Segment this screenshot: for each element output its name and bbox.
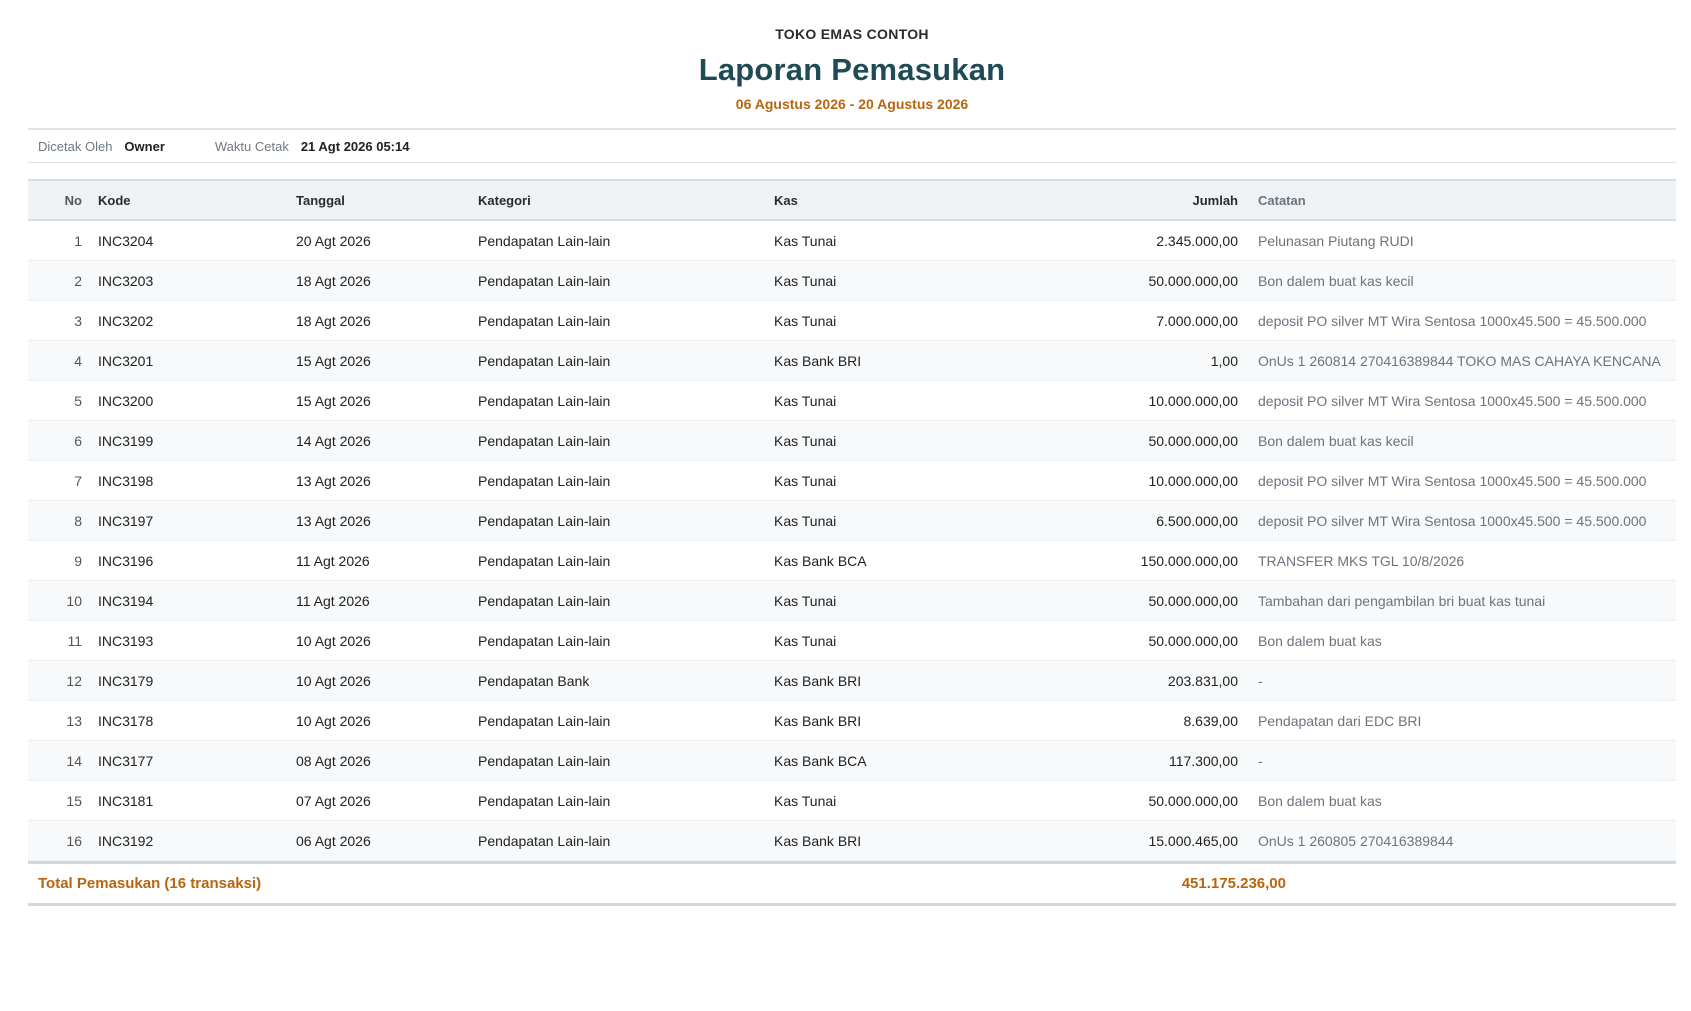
cell-kode: INC3193 xyxy=(90,621,288,661)
cell-tanggal: 11 Agt 2026 xyxy=(288,581,470,621)
cell-kategori: Pendapatan Lain-lain xyxy=(470,501,766,541)
total-amount: 451.175.236,00 xyxy=(1181,875,1286,892)
print-time-label: Waktu Cetak xyxy=(214,138,289,154)
cell-kas: Kas Tunai xyxy=(766,621,990,661)
cell-kode: INC3177 xyxy=(90,741,288,781)
cell-kode: INC3203 xyxy=(90,261,288,301)
table-body xyxy=(28,220,1676,861)
cell-kategori: Pendapatan Lain-lain xyxy=(470,261,766,301)
cell-tanggal: 07 Agt 2026 xyxy=(288,781,470,821)
cell-jumlah: 8.639,00 xyxy=(990,701,1248,741)
cell-catatan: Bon dalem buat kas kecil xyxy=(1248,421,1676,461)
report-period: 06 Agustus 2026 - 20 Agustus 2026 xyxy=(735,96,969,112)
table-row xyxy=(28,381,1676,421)
table-row xyxy=(28,701,1676,741)
income-table xyxy=(28,179,1676,861)
print-time-value: 21 Agt 2026 05:14 xyxy=(300,138,410,154)
cell-kategori: Pendapatan Lain-lain xyxy=(470,421,766,461)
cell-kas: Kas Tunai xyxy=(766,781,990,821)
cell-no: 5 xyxy=(28,381,90,421)
company-name: TOKO EMAS CONTOH xyxy=(775,26,929,42)
cell-kas: Kas Tunai xyxy=(766,220,990,261)
cell-jumlah: 1,00 xyxy=(990,341,1248,381)
cell-catatan: Bon dalem buat kas xyxy=(1248,781,1676,821)
cell-tanggal: 06 Agt 2026 xyxy=(288,821,470,861)
header-kode: Kode xyxy=(98,192,131,208)
cell-tanggal: 20 Agt 2026 xyxy=(288,220,470,261)
cell-tanggal: 11 Agt 2026 xyxy=(288,541,470,581)
cell-kategori: Pendapatan Lain-lain xyxy=(470,821,766,861)
cell-kode: INC3200 xyxy=(90,381,288,421)
cell-kas: Kas Tunai xyxy=(766,461,990,501)
cell-no: 7 xyxy=(28,461,90,501)
header-kas: Kas xyxy=(774,192,798,208)
cell-jumlah: 50.000.000,00 xyxy=(990,581,1248,621)
cell-tanggal: 10 Agt 2026 xyxy=(288,621,470,661)
table-row xyxy=(28,741,1676,781)
cell-catatan: - xyxy=(1248,661,1676,701)
cell-kategori: Pendapatan Lain-lain xyxy=(470,621,766,661)
cell-kategori: Pendapatan Lain-lain xyxy=(470,781,766,821)
cell-catatan: Pelunasan Piutang RUDI xyxy=(1248,220,1676,261)
cell-tanggal: 15 Agt 2026 xyxy=(288,341,470,381)
header-no: No xyxy=(64,192,82,208)
printed-by-value: Owner xyxy=(124,138,165,154)
cell-no: 3 xyxy=(28,301,90,341)
cell-tanggal: 08 Agt 2026 xyxy=(288,741,470,781)
cell-kode: INC3199 xyxy=(90,421,288,461)
cell-tanggal: 18 Agt 2026 xyxy=(288,301,470,341)
table-row xyxy=(28,821,1676,861)
cell-kode: INC3194 xyxy=(90,581,288,621)
cell-tanggal: 10 Agt 2026 xyxy=(288,661,470,701)
cell-catatan: Bon dalem buat kas xyxy=(1248,621,1676,661)
total-bar xyxy=(28,861,1676,906)
table-header-row xyxy=(28,180,1676,220)
cell-tanggal: 14 Agt 2026 xyxy=(288,421,470,461)
cell-jumlah: 50.000.000,00 xyxy=(990,421,1248,461)
header-jumlah: Jumlah xyxy=(1192,192,1238,208)
cell-no: 4 xyxy=(28,341,90,381)
table-row xyxy=(28,461,1676,501)
cell-catatan: Pendapatan dari EDC BRI xyxy=(1248,701,1676,741)
cell-kas: Kas Tunai xyxy=(766,421,990,461)
cell-no: 10 xyxy=(28,581,90,621)
cell-kas: Kas Bank BRI xyxy=(766,661,990,701)
cell-no: 14 xyxy=(28,741,90,781)
cell-kategori: Pendapatan Bank xyxy=(470,661,766,701)
table-row xyxy=(28,501,1676,541)
cell-kas: Kas Bank BRI xyxy=(766,821,990,861)
report-header xyxy=(28,0,1676,112)
cell-catatan: Bon dalem buat kas kecil xyxy=(1248,261,1676,301)
cell-kategori: Pendapatan Lain-lain xyxy=(470,541,766,581)
cell-kategori: Pendapatan Lain-lain xyxy=(470,581,766,621)
cell-jumlah: 10.000.000,00 xyxy=(990,461,1248,501)
cell-kas: Kas Bank BRI xyxy=(766,701,990,741)
cell-catatan: deposit PO silver MT Wira Sentosa 1000x45.500 = 45.500.000 xyxy=(1248,301,1676,341)
table-row xyxy=(28,220,1676,261)
table-row xyxy=(28,661,1676,701)
cell-jumlah: 6.500.000,00 xyxy=(990,501,1248,541)
cell-jumlah: 2.345.000,00 xyxy=(990,220,1248,261)
header-catatan: Catatan xyxy=(1258,192,1306,208)
cell-jumlah: 117.300,00 xyxy=(990,741,1248,781)
cell-kode: INC3198 xyxy=(90,461,288,501)
table-row xyxy=(28,421,1676,461)
cell-jumlah: 7.000.000,00 xyxy=(990,301,1248,341)
cell-kode: INC3197 xyxy=(90,501,288,541)
cell-catatan: TRANSFER MKS TGL 10/8/2026 xyxy=(1248,541,1676,581)
cell-no: 11 xyxy=(28,621,90,661)
table-header xyxy=(28,180,1676,220)
cell-tanggal: 13 Agt 2026 xyxy=(288,461,470,501)
header-kategori: Kategori xyxy=(478,192,531,208)
cell-no: 1 xyxy=(28,220,90,261)
cell-jumlah: 50.000.000,00 xyxy=(990,621,1248,661)
cell-kode: INC3202 xyxy=(90,301,288,341)
cell-catatan: OnUs 1 260814 270416389844 TOKO MAS CAHAYA KENCANA xyxy=(1248,341,1676,381)
cell-kategori: Pendapatan Lain-lain xyxy=(470,381,766,421)
print-meta-bar xyxy=(28,128,1676,163)
cell-kategori: Pendapatan Lain-lain xyxy=(470,461,766,501)
cell-catatan: OnUs 1 260805 270416389844 xyxy=(1248,821,1676,861)
table-row xyxy=(28,301,1676,341)
cell-kode: INC3192 xyxy=(90,821,288,861)
cell-jumlah: 50.000.000,00 xyxy=(990,781,1248,821)
report-title: Laporan Pemasukan xyxy=(698,52,1006,87)
cell-kode: INC3181 xyxy=(90,781,288,821)
cell-kategori: Pendapatan Lain-lain xyxy=(470,701,766,741)
cell-no: 12 xyxy=(28,661,90,701)
cell-kode: INC3179 xyxy=(90,661,288,701)
cell-kas: Kas Tunai xyxy=(766,501,990,541)
cell-no: 16 xyxy=(28,821,90,861)
cell-jumlah: 150.000.000,00 xyxy=(990,541,1248,581)
cell-no: 8 xyxy=(28,501,90,541)
cell-kas: Kas Tunai xyxy=(766,301,990,341)
cell-no: 2 xyxy=(28,261,90,301)
cell-kode: INC3201 xyxy=(90,341,288,381)
cell-tanggal: 10 Agt 2026 xyxy=(288,701,470,741)
cell-kas: Kas Bank BRI xyxy=(766,341,990,381)
cell-kas: Kas Tunai xyxy=(766,381,990,421)
header-tanggal: Tanggal xyxy=(296,192,345,208)
cell-no: 6 xyxy=(28,421,90,461)
cell-kategori: Pendapatan Lain-lain xyxy=(470,741,766,781)
cell-no: 13 xyxy=(28,701,90,741)
cell-jumlah: 50.000.000,00 xyxy=(990,261,1248,301)
table-row xyxy=(28,621,1676,661)
cell-no: 15 xyxy=(28,781,90,821)
table-row xyxy=(28,781,1676,821)
cell-catatan: deposit PO silver MT Wira Sentosa 1000x45.500 = 45.500.000 xyxy=(1248,501,1676,541)
cell-kas: Kas Tunai xyxy=(766,261,990,301)
cell-catatan: Tambahan dari pengambilan bri buat kas tunai xyxy=(1248,581,1676,621)
cell-no: 9 xyxy=(28,541,90,581)
cell-kas: Kas Tunai xyxy=(766,581,990,621)
cell-tanggal: 18 Agt 2026 xyxy=(288,261,470,301)
cell-jumlah: 10.000.000,00 xyxy=(990,381,1248,421)
cell-kategori: Pendapatan Lain-lain xyxy=(470,341,766,381)
cell-kode: INC3204 xyxy=(90,220,288,261)
table-row xyxy=(28,261,1676,301)
printed-by-label: Dicetak Oleh xyxy=(38,138,113,154)
cell-jumlah: 15.000.465,00 xyxy=(990,821,1248,861)
cell-kategori: Pendapatan Lain-lain xyxy=(470,220,766,261)
cell-kode: INC3196 xyxy=(90,541,288,581)
cell-catatan: deposit PO silver MT Wira Sentosa 1000x45.500 = 45.500.000 xyxy=(1248,461,1676,501)
table-row xyxy=(28,341,1676,381)
table-row xyxy=(28,541,1676,581)
cell-kas: Kas Bank BCA xyxy=(766,541,990,581)
cell-kode: INC3178 xyxy=(90,701,288,741)
cell-kas: Kas Bank BCA xyxy=(766,741,990,781)
cell-tanggal: 13 Agt 2026 xyxy=(288,501,470,541)
cell-catatan: deposit PO silver MT Wira Sentosa 1000x45.500 = 45.500.000 xyxy=(1248,381,1676,421)
cell-jumlah: 203.831,00 xyxy=(990,661,1248,701)
total-label: Total Pemasukan (16 transaksi) xyxy=(38,875,262,892)
cell-tanggal: 15 Agt 2026 xyxy=(288,381,470,421)
table-row xyxy=(28,581,1676,621)
cell-catatan: - xyxy=(1248,741,1676,781)
cell-kategori: Pendapatan Lain-lain xyxy=(470,301,766,341)
